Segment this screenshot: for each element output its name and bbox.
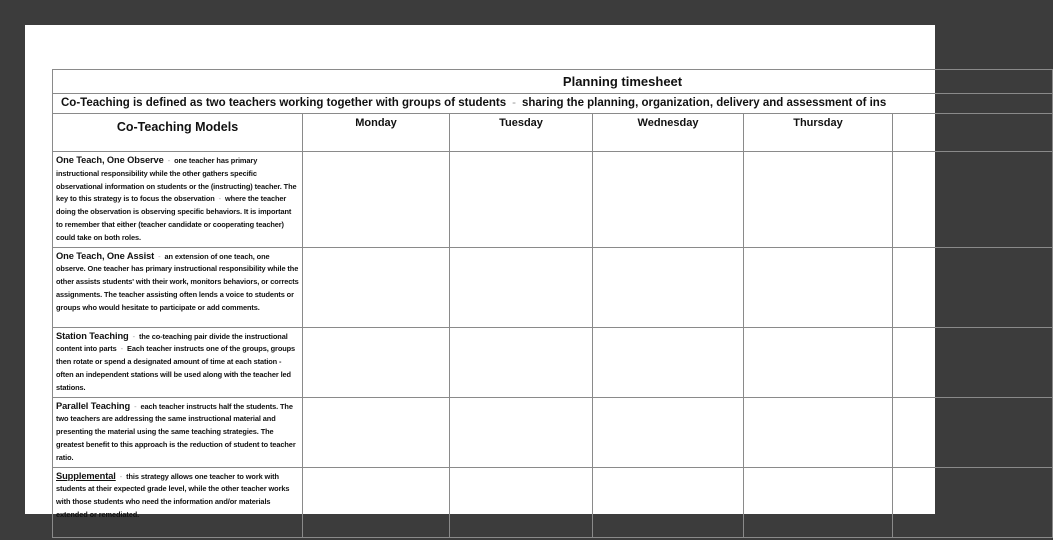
model-sep: - — [158, 251, 161, 261]
cell-tuesday[interactable] — [450, 467, 593, 537]
model-text2: where the teacher doing the observation is observing specific behaviors. It is important to remember that either (teacher candidate or cooperating teacher) could take on both roles. — [56, 194, 292, 242]
cell-tuesday[interactable] — [450, 152, 593, 248]
model-name: Station Teaching — [56, 330, 129, 341]
definition-separator: - — [512, 97, 516, 109]
header-thursday: Thursday — [744, 114, 893, 152]
cell-thursday[interactable] — [744, 247, 893, 327]
model-parallel-teaching — [53, 397, 303, 467]
table-row — [53, 467, 1053, 537]
cell-wednesday[interactable] — [593, 467, 744, 537]
model-text: an extension of one teach, one observe. One teacher has primary instructional responsibility while the other assists students' — [56, 251, 299, 287]
cell-wednesday[interactable] — [593, 152, 744, 248]
definition-cell — [53, 94, 1053, 114]
sheet-title: Planning timesheet — [53, 70, 1053, 94]
model-name: One Teach, One Assist — [56, 250, 155, 261]
header-tuesday: Tuesday — [450, 114, 593, 152]
model-name: One Teach, One Observe — [56, 155, 164, 165]
model-text: one teacher has primary instructional responsibility while the other gathers specific observational information on students or the (instructing) teacher. The key to this strategy is to focus the observation — [56, 156, 297, 204]
cell-thursday[interactable] — [744, 152, 893, 248]
header-row — [53, 114, 1053, 152]
model-name: Supplemental — [56, 470, 116, 481]
definition-row — [53, 94, 1053, 114]
model-sep: - — [132, 331, 135, 341]
header-monday: Monday — [303, 114, 450, 152]
slide — [25, 25, 935, 519]
model-one-teach-one-observe — [53, 152, 303, 248]
cell-wednesday[interactable] — [593, 397, 744, 467]
model-text: each teacher instructs half the students. The two teachers are addressing the same instructional material and presenting the material using the same teaching strategies. The greatest benefit to this approach is the reduction of student to teacher ratio. — [56, 401, 296, 462]
cell-thursday[interactable] — [744, 397, 893, 467]
model-supplemental — [53, 467, 303, 537]
model-sep: - — [119, 471, 123, 481]
header-models: Co-Teaching Models — [53, 114, 303, 152]
model-sep: - — [134, 401, 137, 411]
table-row — [53, 247, 1053, 327]
model-station-teaching — [53, 327, 303, 397]
model-text: this strategy allows one teacher to work with students at their expected grade level, while the other teacher works with those students who need the information and/or materials extended or remediated. — [56, 471, 290, 519]
table-row — [53, 397, 1053, 467]
cell-thursday[interactable] — [744, 467, 893, 537]
cell-friday[interactable] — [893, 152, 1053, 248]
cell-friday[interactable] — [893, 247, 1053, 327]
model-text2: Each teacher instructs one of the groups, groups then rotate or spend a designated amount of time at each station - often an independent stations will be used along with the teacher led stations. — [56, 344, 296, 392]
cell-monday[interactable] — [303, 152, 450, 248]
model-sep2: - — [120, 344, 123, 354]
table-row — [53, 152, 1053, 248]
cell-wednesday[interactable] — [593, 327, 744, 397]
model-text2: with their work, monitors behaviors, or corrects assignments. The teacher assisting often lends a voice to students or groups who would hesitate to participate or add comments. — [56, 277, 299, 312]
cell-tuesday[interactable] — [450, 397, 593, 467]
cell-friday[interactable] — [893, 397, 1053, 467]
model-sep2: - — [218, 194, 222, 204]
cell-monday[interactable] — [303, 397, 450, 467]
cell-friday[interactable] — [893, 467, 1053, 537]
model-name: Parallel Teaching — [56, 400, 131, 411]
title-row — [53, 70, 1053, 94]
definition-part1: Co-Teaching is defined as two teachers working together with groups of students — [61, 97, 507, 109]
planning-table — [52, 69, 1053, 538]
cell-thursday[interactable] — [744, 327, 893, 397]
cell-wednesday[interactable] — [593, 247, 744, 327]
table-row — [53, 327, 1053, 397]
cell-friday[interactable] — [893, 327, 1053, 397]
model-one-teach-one-assist — [53, 247, 303, 327]
model-text: the co-teaching pair divide the instructional content into parts — [56, 331, 288, 354]
cell-monday[interactable] — [303, 467, 450, 537]
header-wednesday: Wednesday — [593, 114, 744, 152]
definition-part2: sharing the planning, organization, delivery and assessment of ins — [521, 97, 887, 109]
cell-tuesday[interactable] — [450, 247, 593, 327]
cell-monday[interactable] — [303, 327, 450, 397]
header-friday — [893, 114, 1053, 152]
cell-tuesday[interactable] — [450, 327, 593, 397]
cell-monday[interactable] — [303, 247, 450, 327]
model-sep: - — [167, 156, 171, 165]
